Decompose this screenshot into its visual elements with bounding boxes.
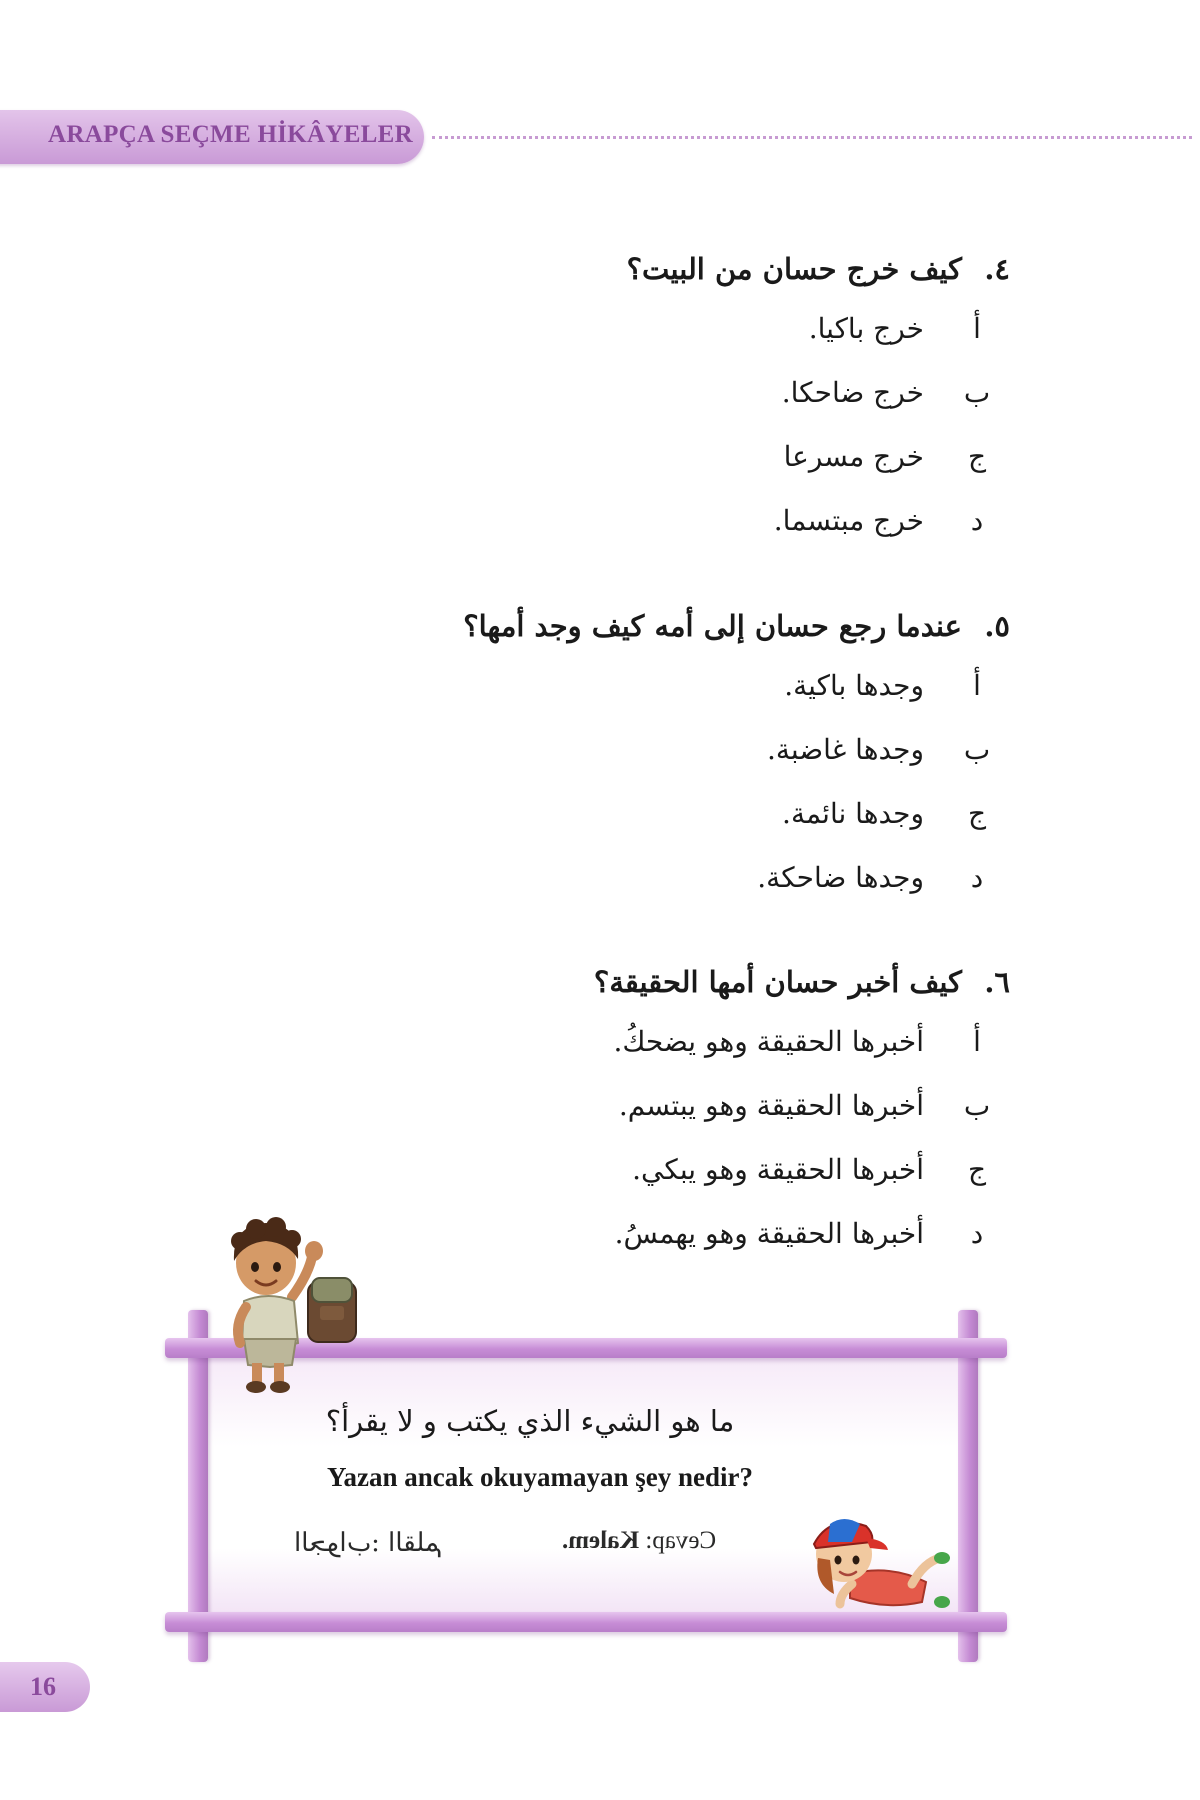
option-b: [210, 376, 994, 440]
option-letter: أ: [973, 669, 981, 702]
question-4: [210, 252, 1010, 568]
option-text: خرج ضاحكا.: [781, 376, 924, 409]
question-line: [210, 965, 1010, 1025]
question-number: ٦.: [984, 965, 1010, 999]
option-d: [210, 861, 994, 925]
option-letter: ج: [967, 440, 987, 473]
option-letter: ج: [967, 1153, 987, 1186]
riddle-question-turkish: Yazan ancak okuyamayan şey nedir?: [326, 1462, 754, 1492]
option-letter: ب: [963, 733, 991, 766]
question-line: [210, 252, 1010, 312]
option-letter: ب: [963, 1089, 991, 1122]
option-d: [210, 504, 994, 568]
option-text: أخبرها الحقيقة وهو يهمسُ.: [614, 1217, 924, 1250]
option-text: خرج باكيا.: [808, 312, 924, 345]
option-c: [210, 440, 994, 504]
option-letter: أ: [973, 1025, 981, 1058]
question-line: [210, 609, 1010, 669]
question-text: كيف خرج حسان من البيت؟: [626, 252, 962, 286]
page-number: 16: [30, 1672, 56, 1701]
riddle-answer-arabic: الجواب: القلم: [294, 1528, 443, 1558]
question-text: كيف أخبر حسان أمها الحقيقة؟: [593, 965, 962, 999]
answer-label: Cevap:: [645, 1527, 717, 1554]
option-letter: د: [970, 504, 984, 537]
option-text: أخبرها الحقيقة وهو يبكي.: [632, 1153, 924, 1186]
riddle-frame-right-post: [958, 1310, 978, 1662]
option-text: وجدها نائمة.: [782, 797, 924, 830]
answer-value: Kalem.: [562, 1527, 640, 1554]
option-c: [210, 797, 994, 861]
option-letter: د: [970, 1217, 984, 1250]
option-letter: أ: [973, 312, 981, 345]
header-dotted-rule: [432, 136, 1192, 139]
bag-icon: [304, 1272, 360, 1344]
option-text: وجدها غاضبة.: [766, 733, 924, 766]
option-a: [210, 669, 994, 733]
girl-character-illustration: [800, 1498, 950, 1618]
option-letter: ج: [967, 797, 987, 830]
option-letter: ب: [963, 376, 991, 409]
question-5: [210, 609, 1010, 925]
option-text: خرج مسرعا: [783, 440, 924, 473]
riddle-frame-left-post: [188, 1310, 208, 1662]
option-text: أخبرها الحقيقة وهو يبتسم.: [618, 1089, 924, 1122]
book-title: ARAPÇA SEÇME HİKÂYELER: [48, 121, 413, 148]
question-text: عندما رجع حسان إلى أمه كيف وجد أمها؟: [463, 609, 962, 643]
option-b: [210, 733, 994, 797]
option-letter: د: [970, 861, 984, 894]
question-number: ٥.: [984, 609, 1010, 643]
option-a: [210, 1025, 994, 1089]
question-number: ٤.: [984, 252, 1010, 286]
option-text: وجدها ضاحكة.: [757, 861, 924, 894]
option-b: [210, 1089, 994, 1153]
option-text: خرج مبتسما.: [773, 504, 924, 537]
option-a: [210, 312, 994, 376]
riddle-answer-turkish: [562, 1527, 716, 1555]
option-text: وجدها باكية.: [784, 669, 924, 702]
riddle-question-arabic: ما هو الشيء الذي يكتب و لا يقرأ؟: [325, 1404, 735, 1438]
option-text: أخبرها الحقيقة وهو يضحكُ.: [613, 1025, 924, 1058]
